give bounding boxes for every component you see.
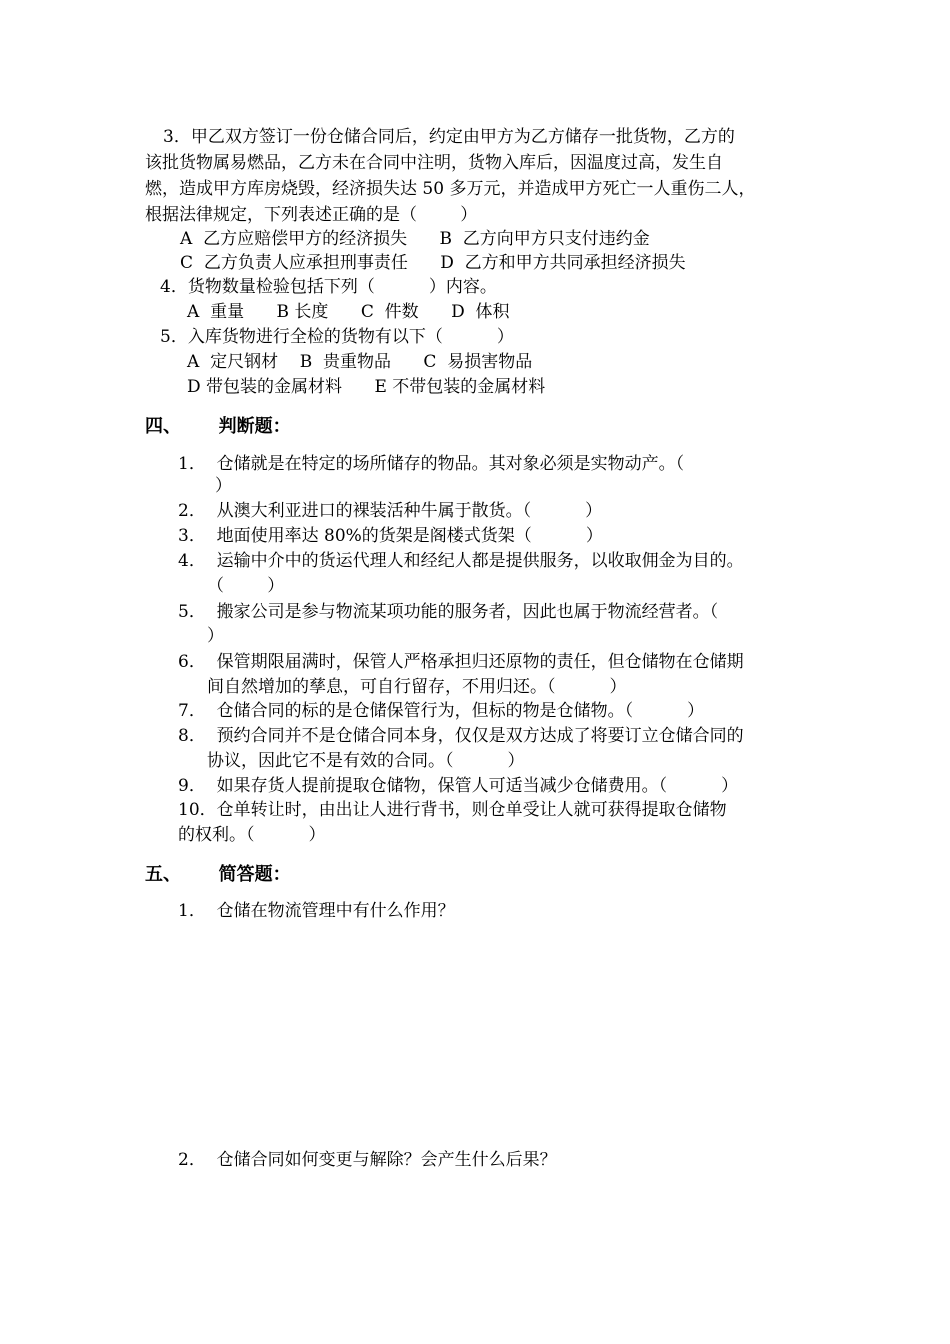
judge-item-8-cont: 协议，因此它不是有效的合同。（ ） xyxy=(207,751,525,771)
judge-item-4-cont: （ ） xyxy=(207,576,285,596)
judge-item-1-cont: ） xyxy=(215,476,232,496)
q3-line-2: 该批货物属易燃品，乙方未在合同中注明，货物入库后，因温度过高，发生自 xyxy=(145,153,723,173)
q4-options: A 重量 B 长度 C 件数 D 体积 xyxy=(187,302,510,322)
judge-item-6: 6． 保管期限届满时，保管人严格承担归还原物的责任，但仓储物在仓储期 xyxy=(178,652,744,672)
judge-item-8: 8． 预约合同并不是仓储合同本身，仅仅是双方达成了将要订立仓储合同的 xyxy=(178,726,744,746)
section-4-title: 四、 判断题： xyxy=(145,416,291,437)
q5-option-row-2: D 带包装的金属材料 E 不带包装的金属材料 xyxy=(187,377,546,397)
judge-item-10-cont: 的权利。（ ） xyxy=(178,825,326,845)
q3-option-row-2: C 乙方负责人应承担刑事责任 D 乙方和甲方共同承担经济损失 xyxy=(180,253,686,273)
q3-line-4: 根据法律规定，下列表述正确的是（ ） xyxy=(145,205,478,225)
q5-line: 5．入库货物进行全检的货物有以下（ ） xyxy=(160,327,514,347)
judge-item-7: 7． 仓储合同的标的是仓储保管行为，但标的物是仓储物。（ ） xyxy=(178,701,705,721)
judge-item-1: 1． 仓储就是在特定的场所储存的物品。其对象必须是实物动产。（ xyxy=(178,454,685,474)
judge-item-5: 5． 搬家公司是参与物流某项功能的服务者，因此也属于物流经营者。（ xyxy=(178,602,719,622)
judge-item-9: 9． 如果存货人提前提取仓储物，保管人可适当减少仓储费用。（ ） xyxy=(178,776,739,796)
judge-item-4: 4． 运输中介中的货运代理人和经纪人都是提供服务，以收取佣金为目的。 xyxy=(178,551,744,571)
judge-item-10: 10．仓单转让时，由出让人进行背书，则仓单受让人就可获得提取仓储物 xyxy=(178,800,727,820)
q4-line: 4．货物数量检验包括下列（ ）内容。 xyxy=(160,277,497,297)
judge-item-5-cont: ） xyxy=(207,626,224,646)
judge-item-6-cont: 间自然增加的孳息，可自行留存，不用归还。（ ） xyxy=(207,677,627,697)
short-answer-q1: 1． 仓储在物流管理中有什么作用？ xyxy=(178,901,455,921)
q3-option-row-1: A 乙方应赔偿甲方的经济损失 B 乙方向甲方只支付违约金 xyxy=(180,229,650,249)
q3-line-1: 3．甲乙双方签订一份仓储合同后，约定由甲方为乙方储存一批货物，乙方的 xyxy=(163,127,735,147)
short-answer-q2: 2． 仓储合同如何变更与解除？会产生什么后果？ xyxy=(178,1150,557,1170)
q3-line-3: 燃，造成甲方库房烧毁，经济损失达 50 多万元，并造成甲方死亡一人重伤二人， xyxy=(145,179,756,199)
judge-item-3: 3． 地面使用率达 80%的货架是阁楼式货架（ ） xyxy=(178,526,603,546)
judge-item-2: 2． 从澳大利亚进口的裸装活种牛属于散货。（ ） xyxy=(178,501,603,521)
section-5-title: 五、 简答题： xyxy=(145,864,291,885)
q5-option-row-1: A 定尺钢材 B 贵重物品 C 易损害物品 xyxy=(187,352,533,372)
